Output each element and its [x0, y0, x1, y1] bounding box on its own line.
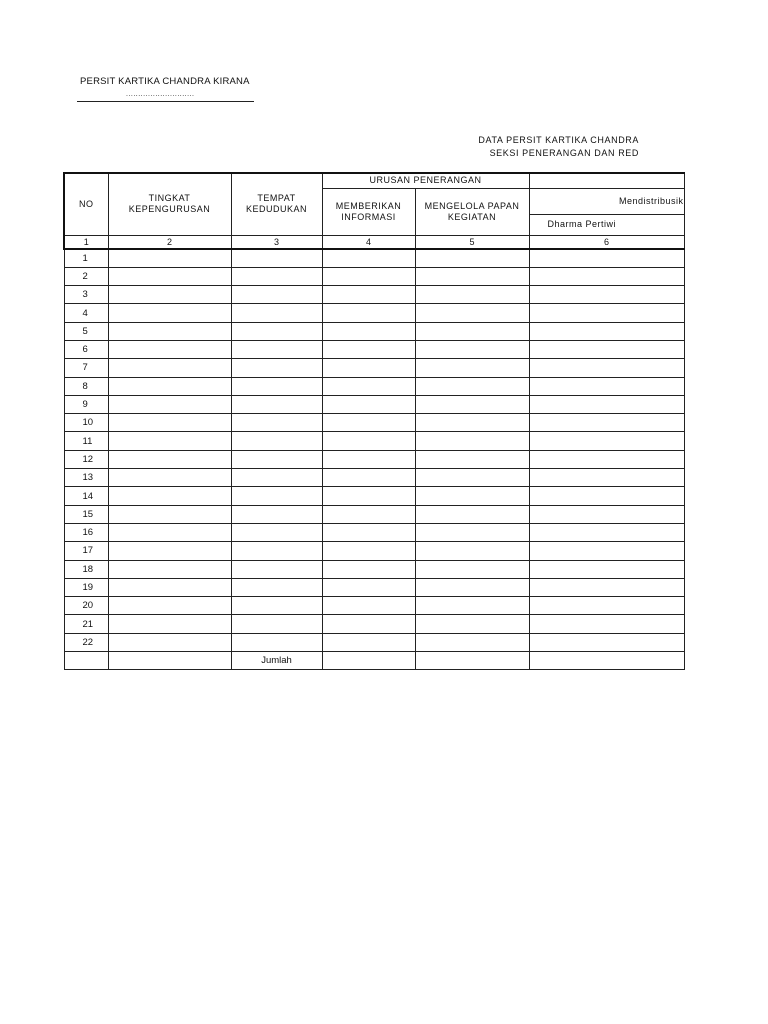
- table-cell: [108, 560, 231, 578]
- col-number: 5: [415, 235, 529, 249]
- table-row: [64, 249, 684, 268]
- table-cell: [322, 249, 415, 268]
- org-dots: ............................: [126, 91, 195, 98]
- table-cell: [108, 542, 231, 560]
- table-cell: [529, 523, 684, 541]
- table-cell: [108, 377, 231, 395]
- table-cell: [529, 450, 684, 468]
- row-number: 15: [64, 505, 108, 523]
- table-row: [64, 450, 684, 468]
- table-cell: [529, 286, 684, 304]
- doc-title-line1: DATA PERSIT KARTIKA CHANDRA: [478, 135, 639, 145]
- row-number: 9: [64, 395, 108, 413]
- table-row: [64, 267, 684, 285]
- table-cell: [231, 304, 322, 322]
- header-no: NO: [64, 173, 108, 235]
- total-cell: [529, 652, 684, 670]
- table-cell: [231, 249, 322, 268]
- table-row: [64, 432, 684, 450]
- data-table-wrapper: [63, 172, 684, 670]
- table-cell: [415, 542, 529, 560]
- col-number: 6: [529, 235, 684, 249]
- table-cell: [322, 359, 415, 377]
- table-cell: [231, 340, 322, 358]
- table-row: [64, 615, 684, 633]
- header-tingkat: TINGKAT KEPENGURUSAN: [108, 173, 231, 235]
- table-cell: [415, 432, 529, 450]
- table-cell: [231, 377, 322, 395]
- table-cell: [322, 542, 415, 560]
- table-row: [64, 340, 684, 358]
- table-cell: [529, 615, 684, 633]
- table-cell: [322, 450, 415, 468]
- table-cell: [529, 505, 684, 523]
- col-number: 2: [108, 235, 231, 249]
- table-cell: [231, 542, 322, 560]
- table-cell: [108, 322, 231, 340]
- table-cell: [415, 395, 529, 413]
- table-cell: [415, 377, 529, 395]
- table-cell: [108, 304, 231, 322]
- org-underline: [77, 101, 254, 102]
- table-cell: [231, 267, 322, 285]
- table-cell: [231, 487, 322, 505]
- table-cell: [108, 359, 231, 377]
- table-cell: [231, 523, 322, 541]
- col-number: 3: [231, 235, 322, 249]
- table-cell: [415, 633, 529, 651]
- table-cell: [108, 578, 231, 596]
- table-cell: [108, 469, 231, 487]
- row-number: 10: [64, 414, 108, 432]
- table-cell: [322, 377, 415, 395]
- table-cell: [529, 560, 684, 578]
- table-cell: [231, 469, 322, 487]
- org-name: PERSIT KARTIKA CHANDRA KIRANA: [80, 76, 250, 87]
- table-row: [64, 395, 684, 413]
- table-cell: [322, 267, 415, 285]
- table-cell: [108, 395, 231, 413]
- table-cell: [322, 505, 415, 523]
- table-cell: [322, 597, 415, 615]
- table-cell: [322, 560, 415, 578]
- column-number-row: [64, 235, 684, 249]
- table-cell: [108, 597, 231, 615]
- row-number: 5: [64, 322, 108, 340]
- table-cell: [231, 286, 322, 304]
- row-number: 3: [64, 286, 108, 304]
- table-row: [64, 414, 684, 432]
- col-number: 1: [64, 235, 108, 249]
- total-cell: [108, 652, 231, 670]
- table-cell: [529, 340, 684, 358]
- row-number: 18: [64, 560, 108, 578]
- table-cell: [529, 249, 684, 268]
- table-cell: [415, 578, 529, 596]
- total-row: [64, 652, 684, 670]
- table-cell: [415, 304, 529, 322]
- table-cell: [108, 432, 231, 450]
- table-cell: [529, 487, 684, 505]
- row-number: 7: [64, 359, 108, 377]
- table-cell: [231, 615, 322, 633]
- table-cell: [529, 633, 684, 651]
- table-cell: [322, 615, 415, 633]
- table-row: [64, 322, 684, 340]
- table-cell: [415, 249, 529, 268]
- header-tempat: TEMPAT KEDUDUKAN: [231, 173, 322, 235]
- table-row: [64, 359, 684, 377]
- table-cell: [415, 597, 529, 615]
- table-cell: [108, 505, 231, 523]
- row-number: 21: [64, 615, 108, 633]
- row-number: 17: [64, 542, 108, 560]
- table-cell: [231, 505, 322, 523]
- table-cell: [231, 359, 322, 377]
- table-cell: [529, 414, 684, 432]
- table-cell: [322, 633, 415, 651]
- table-cell: [529, 359, 684, 377]
- header-memberikan: MEMBERIKAN INFORMASI: [322, 188, 415, 235]
- table-cell: [529, 322, 684, 340]
- table-cell: [415, 359, 529, 377]
- table-cell: [529, 542, 684, 560]
- table-row: [64, 523, 684, 541]
- table-cell: [529, 432, 684, 450]
- table-cell: [108, 487, 231, 505]
- table-cell: [108, 249, 231, 268]
- table-cell: [322, 469, 415, 487]
- table-cell: [322, 395, 415, 413]
- table-row: [64, 286, 684, 304]
- table-cell: [322, 286, 415, 304]
- table-cell: [231, 633, 322, 651]
- table-cell: [415, 560, 529, 578]
- row-number: 12: [64, 450, 108, 468]
- total-cell: [64, 652, 108, 670]
- table-row: [64, 487, 684, 505]
- table-cell: [415, 615, 529, 633]
- table-cell: [415, 414, 529, 432]
- table-cell: [322, 523, 415, 541]
- table-cell: [108, 450, 231, 468]
- table-cell: [231, 578, 322, 596]
- table-cell: [108, 267, 231, 285]
- table-cell: [529, 304, 684, 322]
- table-row: [64, 505, 684, 523]
- header-mengelola: MENGELOLA PAPAN KEGIATAN: [415, 188, 529, 235]
- table-cell: [231, 322, 322, 340]
- table-cell: [529, 395, 684, 413]
- table-cell: [322, 340, 415, 358]
- row-number: 19: [64, 578, 108, 596]
- row-number: 13: [64, 469, 108, 487]
- row-number: 2: [64, 267, 108, 285]
- table-cell: [231, 414, 322, 432]
- table-cell: [529, 469, 684, 487]
- header-group-empty: [529, 173, 684, 188]
- row-number: 1: [64, 249, 108, 268]
- table-row: [64, 469, 684, 487]
- table-cell: [322, 578, 415, 596]
- total-cell: [322, 652, 415, 670]
- table-cell: [108, 523, 231, 541]
- row-number: 16: [64, 523, 108, 541]
- table-cell: [415, 523, 529, 541]
- table-cell: [529, 597, 684, 615]
- table-cell: [322, 487, 415, 505]
- table-row: [64, 304, 684, 322]
- table-row: [64, 578, 684, 596]
- table-cell: [415, 469, 529, 487]
- table-cell: [108, 633, 231, 651]
- table-cell: [231, 432, 322, 450]
- table-cell: [415, 505, 529, 523]
- row-number: 22: [64, 633, 108, 651]
- header-mendistribusi: Mendistribusik: [529, 188, 684, 214]
- table-cell: [415, 450, 529, 468]
- table-cell: [108, 286, 231, 304]
- table-cell: [322, 432, 415, 450]
- row-number: 20: [64, 597, 108, 615]
- table-cell: [231, 450, 322, 468]
- table-cell: [529, 267, 684, 285]
- table-cell: [108, 615, 231, 633]
- row-number: 4: [64, 304, 108, 322]
- table-cell: [415, 340, 529, 358]
- doc-title-line2: SEKSI PENERANGAN DAN RED: [489, 148, 639, 158]
- table-cell: [322, 304, 415, 322]
- table-cell: [322, 414, 415, 432]
- table-cell: [529, 377, 684, 395]
- header-urusan-penerangan: URUSAN PENERANGAN: [322, 173, 529, 188]
- table-row: [64, 560, 684, 578]
- total-label: Jumlah: [231, 652, 322, 670]
- row-number: 8: [64, 377, 108, 395]
- table-row: [64, 542, 684, 560]
- row-number: 11: [64, 432, 108, 450]
- table-cell: [108, 414, 231, 432]
- table-cell: [415, 267, 529, 285]
- table-cell: [415, 322, 529, 340]
- table-cell: [231, 560, 322, 578]
- header-dharma-pertiwi: Dharma Pertiwi: [529, 214, 684, 235]
- data-table: [63, 172, 685, 670]
- row-number: 14: [64, 487, 108, 505]
- table-row: [64, 597, 684, 615]
- col-number: 4: [322, 235, 415, 249]
- table-cell: [415, 487, 529, 505]
- table-cell: [322, 322, 415, 340]
- table-cell: [415, 286, 529, 304]
- row-number: 6: [64, 340, 108, 358]
- table-cell: [231, 597, 322, 615]
- table-cell: [231, 395, 322, 413]
- total-cell: [415, 652, 529, 670]
- table-row: [64, 377, 684, 395]
- table-row: [64, 633, 684, 651]
- table-cell: [108, 340, 231, 358]
- table-cell: [529, 578, 684, 596]
